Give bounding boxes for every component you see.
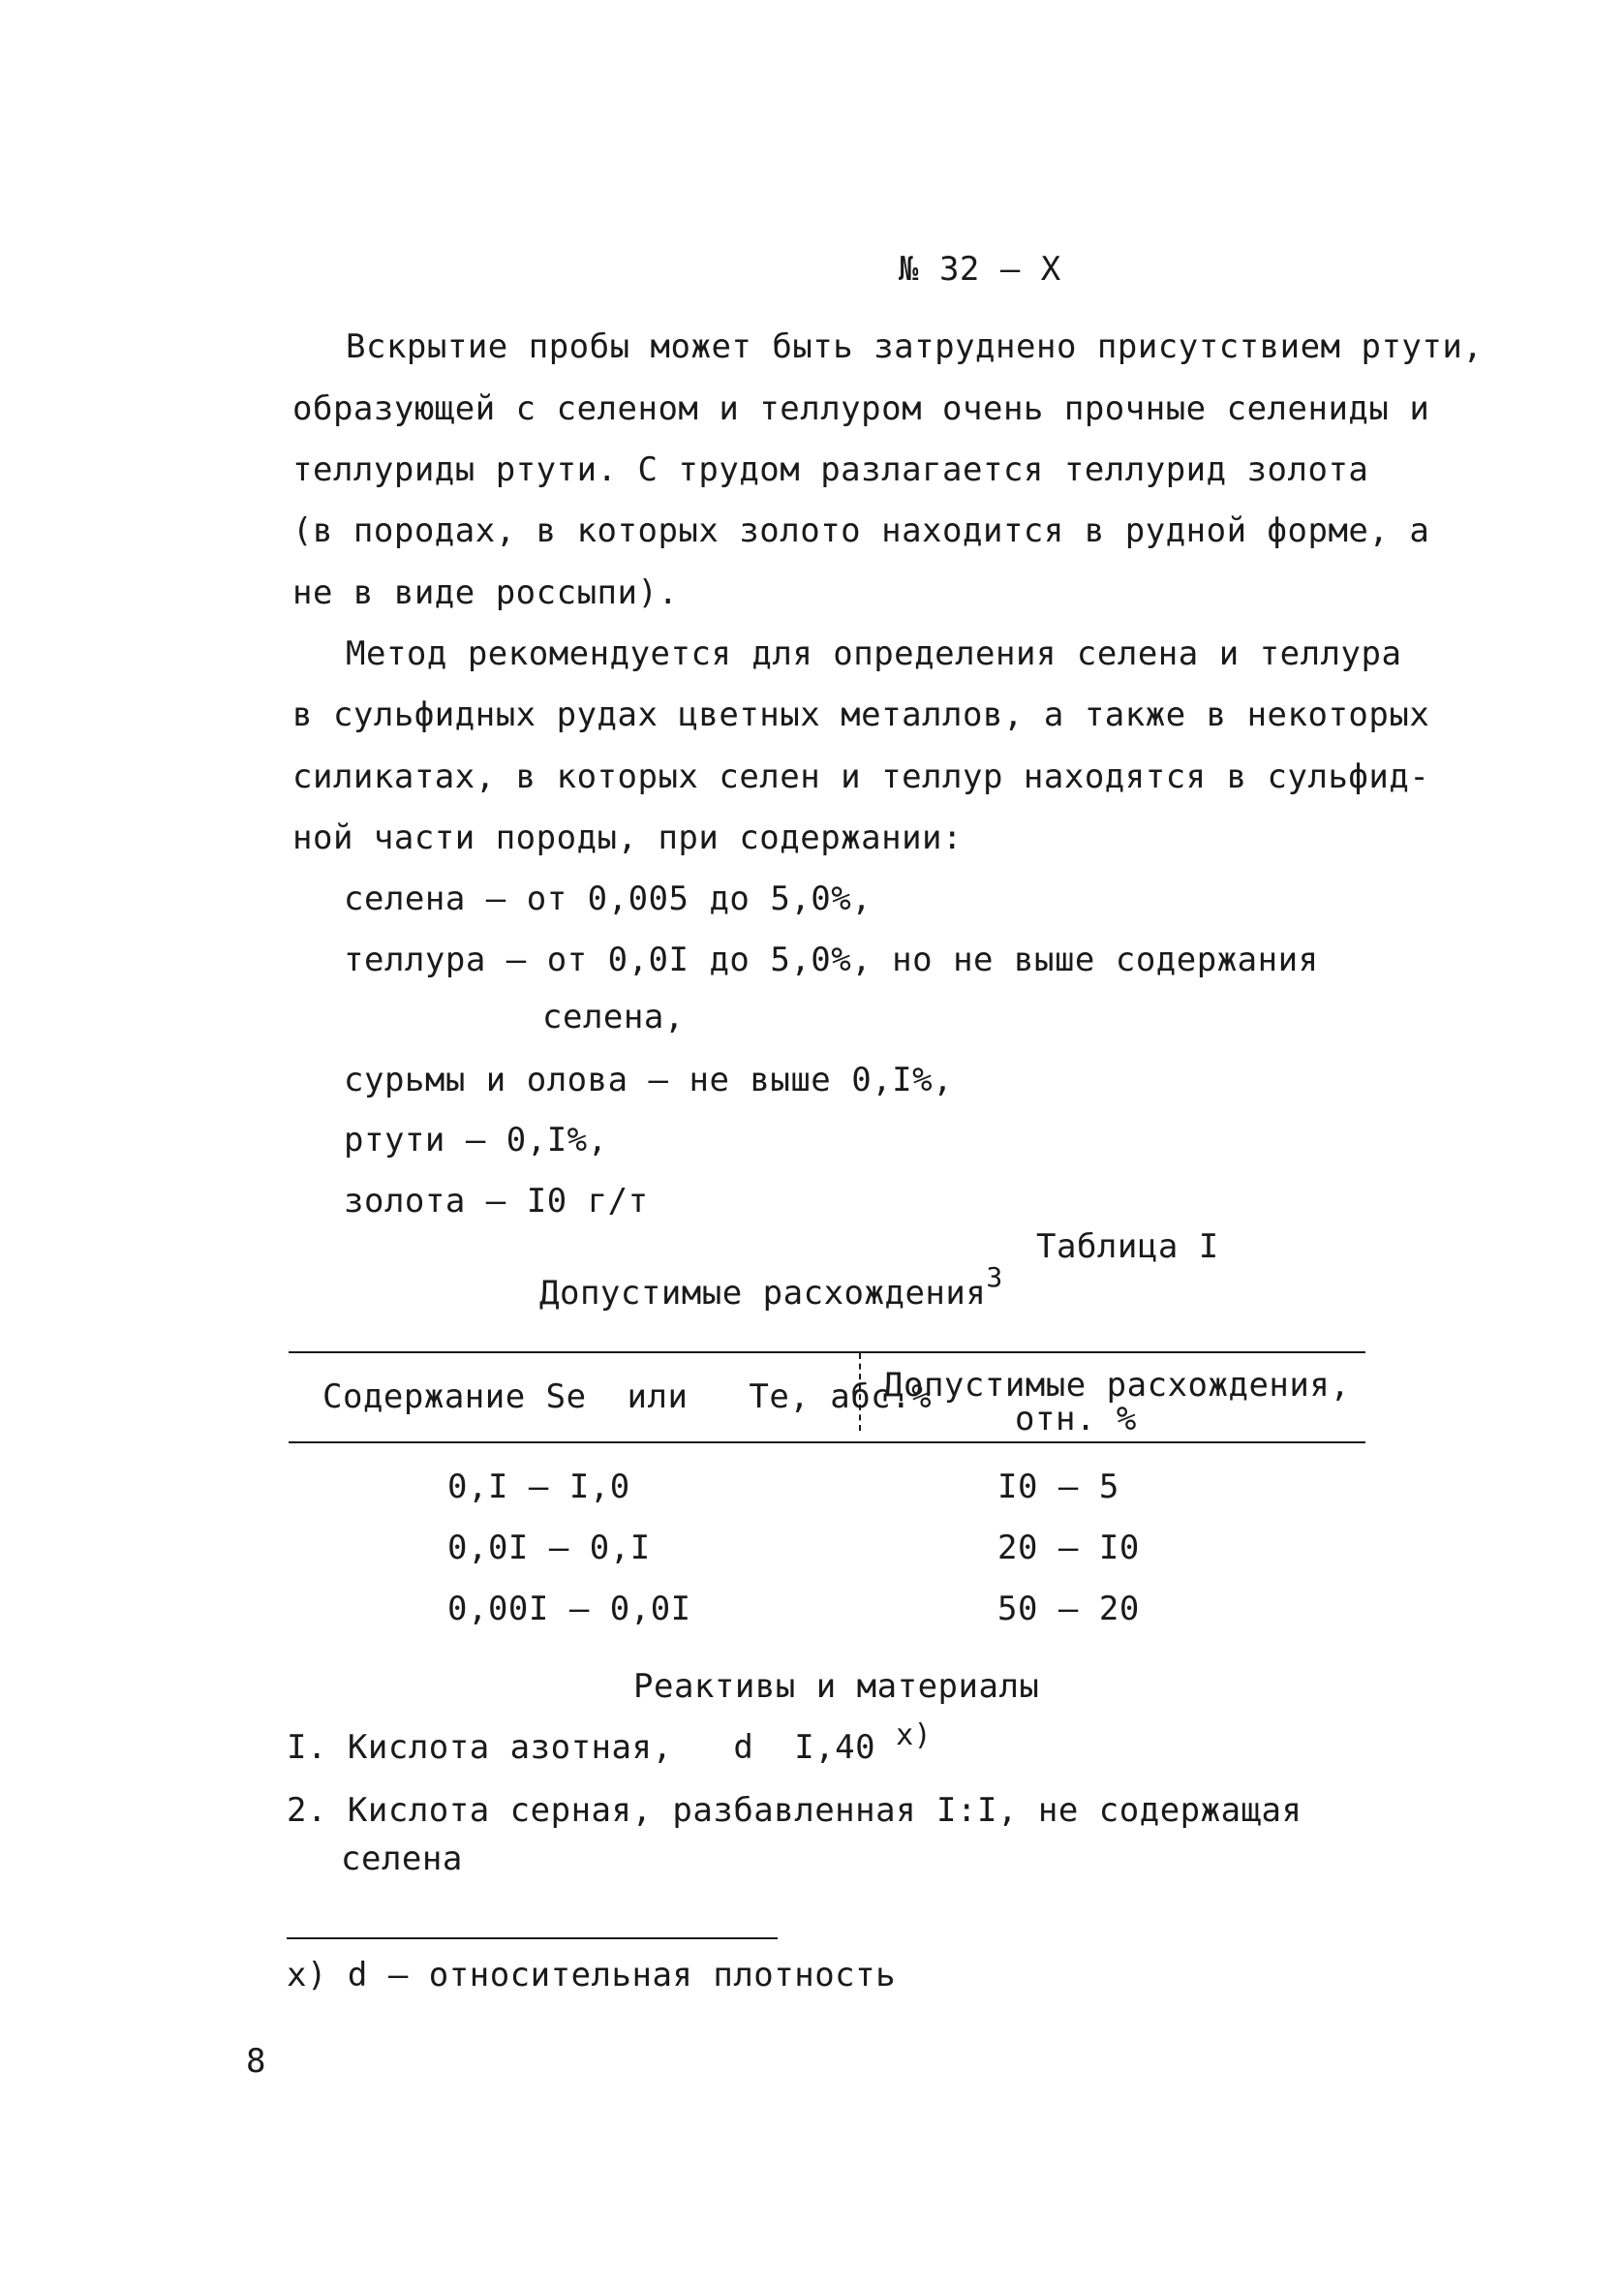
- intro-line-4: (в породах, в которых золото находится в рудной форме, а: [292, 511, 1430, 550]
- intro-line-2: образующей с селеном и теллуром очень прочные селениды и: [292, 389, 1430, 428]
- reagent-item-2-cont: селена: [341, 1840, 463, 1878]
- page-number: 8: [246, 2042, 266, 2081]
- reagent-item-1: [287, 1718, 933, 1767]
- table-header-content: Содержание Se или Te, абс.%: [322, 1377, 933, 1416]
- content-item-selenium: селена – от 0,005 до 5,0%,: [344, 880, 873, 918]
- table-row-2-content: 0,0I – 0,I: [447, 1529, 651, 1567]
- table-row-2-deviation: 20 – I0: [997, 1529, 1140, 1567]
- table-row-3-deviation: 50 – 20: [997, 1590, 1140, 1628]
- table-label: Таблица I: [1036, 1227, 1219, 1266]
- reagent-item-1-text: I. Кислота азотная, d I,40: [287, 1728, 876, 1767]
- content-item-antimony-tin: сурьмы и олова – не выше 0,I%,: [344, 1061, 954, 1099]
- table-header-deviation: Допустимые расхождения,: [883, 1366, 1351, 1405]
- table-row-3-content: 0,00I – 0,0I: [447, 1590, 691, 1628]
- content-item-mercury: ртути – 0,I%,: [344, 1121, 608, 1159]
- table-top-rule: [289, 1351, 1365, 1353]
- table-row-1-content: 0,I – I,0: [447, 1468, 630, 1506]
- content-item-gold: золота – I0 г/т: [344, 1182, 649, 1221]
- method-line-3: силикатах, в которых селен и теллур находятся в сульфид-: [292, 758, 1430, 796]
- intro-line-1: Вскрытие пробы может быть затруднено присутствием ртути,: [346, 327, 1484, 366]
- table-header-deviation-unit: отн. %: [1015, 1400, 1137, 1438]
- intro-line-3: теллуриды ртути. С трудом разлагается теллурид золота: [292, 450, 1369, 489]
- content-item-tellurium-cont: селена,: [542, 998, 685, 1036]
- table-header-rule: [289, 1441, 1365, 1443]
- method-line-4: ной части породы, при содержании:: [292, 819, 964, 857]
- footnote-text: x) d – относительная плотность: [287, 1956, 897, 1994]
- method-line-2: в сульфидных рудах цветных металлов, а также в некоторых: [292, 696, 1430, 734]
- footnote-separator: [287, 1937, 778, 1939]
- reagent-item-2: 2. Кислота серная, разбавленная I:I, не содержащая: [287, 1791, 1302, 1830]
- method-line-1: Метод рекомендуется для определения селена и теллура: [346, 634, 1402, 673]
- table-title: [539, 1261, 1003, 1313]
- reagents-heading: Реактивы и материалы: [633, 1667, 1040, 1706]
- table-title-text: Допустимые расхождения: [539, 1274, 987, 1313]
- reagent-item-1-note: x): [896, 1718, 933, 1752]
- document-number: № 32 – X: [899, 250, 1061, 289]
- content-item-tellurium: теллура – от 0,0I до 5,0%, но не выше содержания: [344, 941, 1319, 979]
- table-title-note: 3: [986, 1261, 1003, 1293]
- intro-line-5: не в виде россыпи).: [292, 573, 679, 612]
- table-row-1-deviation: I0 – 5: [997, 1468, 1119, 1506]
